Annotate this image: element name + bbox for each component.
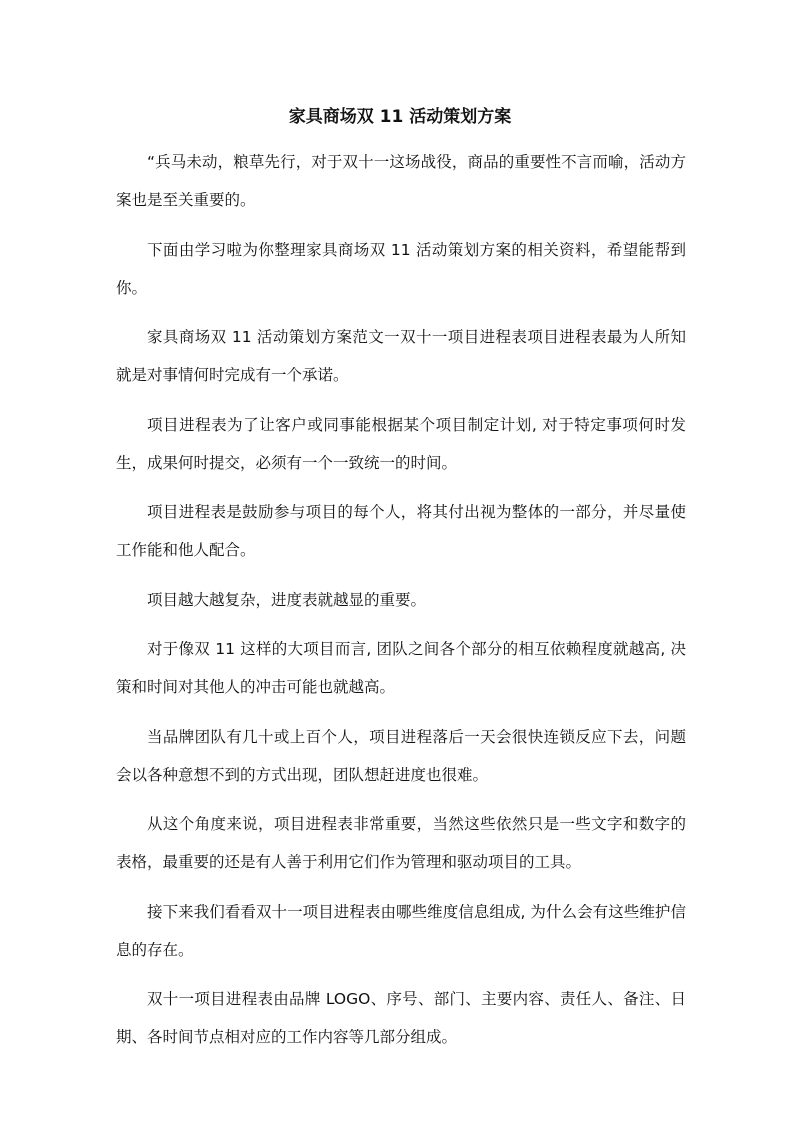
paragraph: 家具商场双 11 活动策划方案范文一双十一项目进程表项目进程表最为人所知就是对事情何时完成有一个承诺。 (116, 328, 686, 384)
paragraph: 项目进程表为了让客户或同事能根据某个项目制定计划, 对于特定事项何时发生，成果何时提交，必须有一个一致统一的时间。 (116, 415, 686, 472)
paragraph: 从这个角度来说，项目进程表非常重要，当然这些依然只是一些文字和数字的表格，最重要的还是有人善于利用它们作为管理和驱动项目的工具。 (116, 815, 686, 871)
paragraph: 对于像双 11 这样的大项目而言, 团队之间各个部分的相互依赖程度就越高, 决策和时间对其他人的冲击可能也就越高。 (116, 640, 686, 696)
paragraph: 项目进程表是鼓励参与项目的每个人，将其付出视为整体的一部分，并尽量使工作能和他人配合。 (116, 503, 686, 559)
document-body (116, 143, 686, 1068)
document-title: 家具商场双 11 活动策划方案 (288, 107, 512, 127)
paragraph: 项目越大越复杂，进度表就越显的重要。 (147, 590, 427, 609)
paragraph: 接下来我们看看双十一项目进程表由哪些维度信息组成, 为什么会有这些维护信息的存在。 (116, 902, 686, 959)
paragraph: “兵马未动，粮草先行，对于双十一这场战役，商品的重要性不言而喻，活动方案也是至关重要的。 (116, 153, 686, 209)
paragraph: 下面由学习啦为你整理家具商场双 11 活动策划方案的相关资料，希望能帮到你。 (116, 240, 686, 297)
paragraph: 双十一项目进程表由品牌 LOGO、序号、部门、主要内容、责任人、备注、日期、各时间节点相对应的工作内容等几部分组成。 (116, 990, 686, 1046)
paragraph: 当品牌团队有几十或上百个人，项目进程落后一天会很快连锁反应下去，问题会以各种意想不到的方式出现，团队想赶进度也很难。 (116, 727, 686, 784)
